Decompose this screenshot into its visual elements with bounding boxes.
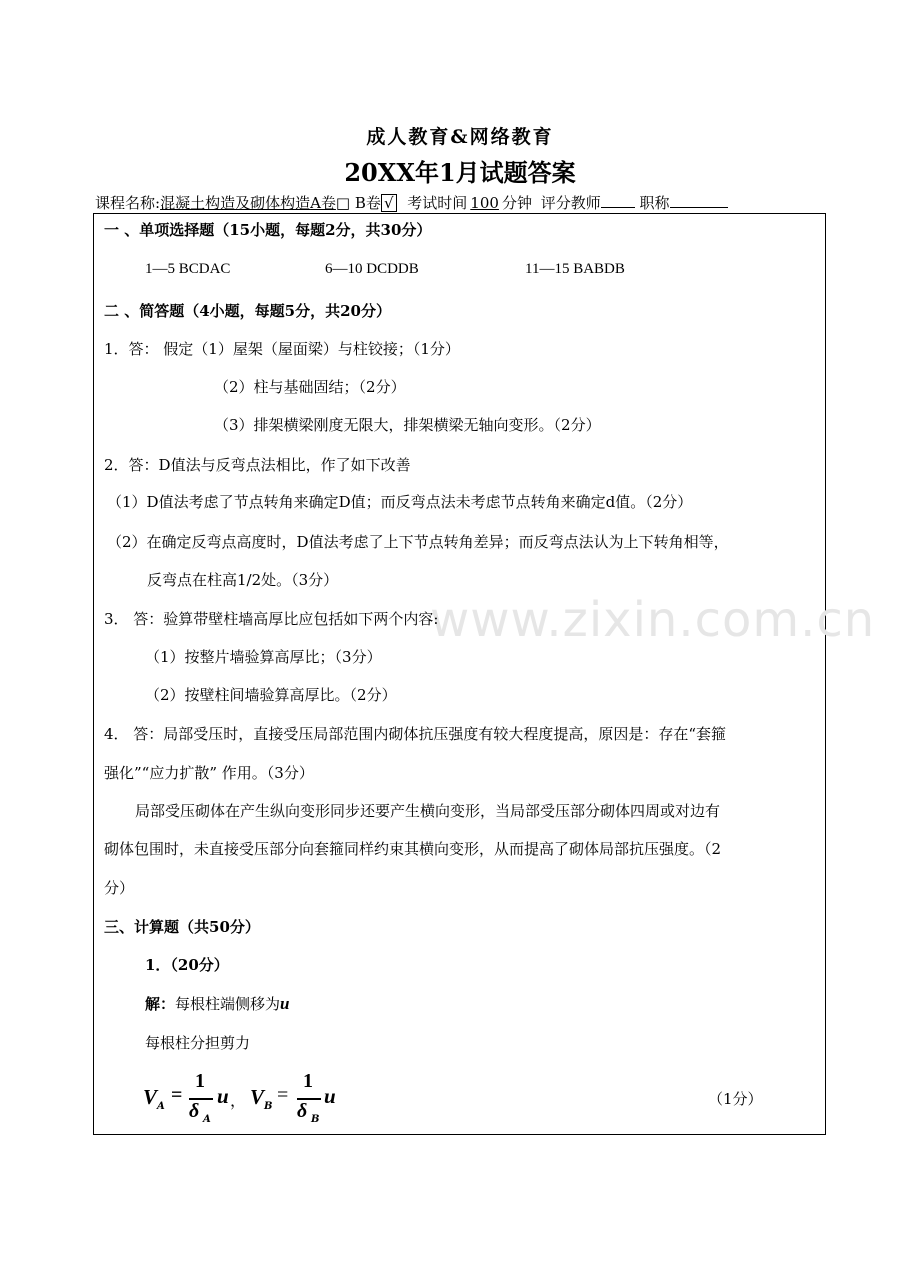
section2-title: 二 、简答题（4小题，每题5分，共20分） <box>104 302 391 320</box>
paper-a-checkbox: □ <box>335 194 351 212</box>
exam-time-value: 100 <box>470 194 499 212</box>
section3-title: 三、计算题（共50分） <box>104 918 260 936</box>
paper-b-checkbox: √ <box>381 194 397 212</box>
course-name: 混凝土构造及砌体构造 <box>160 194 311 212</box>
job-title-label: 职称 <box>639 194 670 212</box>
watermark: www.zixin.com.cn <box>430 592 876 648</box>
q4-line-4: 砌体包围时，未直接受压部分向套箍同样约束其横向变形，从而提高了砌体局部抗压强度。（2 <box>104 840 722 858</box>
exam-time-label: 考试时间 <box>407 194 468 212</box>
calc1-score: （1分） <box>708 1090 763 1108</box>
paper-b-suffix: 卷 <box>365 194 381 212</box>
job-title-blank <box>670 193 728 208</box>
section1-answer-3: 11—15 BABDB <box>525 261 625 277</box>
q2-line-4: 反弯点在柱高1/2处。（3分） <box>147 571 339 589</box>
paper-b-label: B <box>354 194 366 212</box>
header-title-institution: 成人教育&网络教育 <box>366 126 554 148</box>
formula-den-1: δ <box>189 1100 200 1122</box>
section1-answer-1: 1—5 BCDAC <box>145 261 231 277</box>
formula-num-1: 1 <box>195 1070 205 1092</box>
formula-vb-sub: B <box>264 1101 273 1112</box>
q2-line-2: （1）D值法考虑了节点转角来确定D值；而反弯点法未考虑节点转角来确定d值。（2分） <box>107 493 693 511</box>
q3-line-2: （1）按整片墙验算高厚比；（3分） <box>145 648 382 666</box>
q4-line-2: 强化”“应力扩散” 作用。（3分） <box>104 764 314 782</box>
formula-comma: ， <box>230 1093 247 1110</box>
solution-label: 解： <box>145 995 176 1013</box>
course-label: 课程名称: <box>95 194 161 212</box>
q4-line-1: 4． 答：局部受压时，直接受压局部范围内砌体抗压强度有较大程度提高，原因是：存在“套箍 <box>104 725 726 743</box>
formula-u-2: u <box>324 1084 336 1108</box>
section1-title: 一 、单项选择题（15小题，每题2分，共30分） <box>104 221 432 239</box>
solution-text: 每根柱端侧移为 <box>175 995 281 1013</box>
q4-line-3: 局部受压砌体在产生纵向变形同步还要产生横向变形，当局部受压部分砌体四周或对边有 <box>135 802 721 820</box>
solution-variable-u: u <box>280 994 290 1013</box>
formula-equals-2: = <box>277 1084 289 1106</box>
calc1-shear-text: 每根柱分担剪力 <box>145 1034 251 1052</box>
formula-equals-1: = <box>171 1084 183 1106</box>
q3-line-3: （2）按壁柱间墙验算高厚比。（2分） <box>145 686 397 704</box>
calc1-title: 1．（20分） <box>145 956 229 974</box>
q1-line-2: （2）柱与基础固结；（2分） <box>214 378 406 396</box>
course-info-line <box>95 192 728 213</box>
q1-line-3: （3）排架横梁刚度无限大，排架横梁无轴向变形。（2分） <box>214 416 601 434</box>
formula-va: V <box>143 1085 158 1109</box>
shear-formula <box>140 1070 380 1130</box>
calc1-solution <box>145 993 290 1014</box>
formula-num-2: 1 <box>303 1070 313 1092</box>
formula-den-2-sub: B <box>311 1114 320 1125</box>
q1-line-1: 1．答： 假定（1）屋架（屋面梁）与柱铰接；（1分） <box>104 340 460 358</box>
formula-va-sub: A <box>157 1101 165 1112</box>
formula-vb: V <box>250 1085 265 1109</box>
q2-line-3: （2）在确定反弯点高度时，D值法考虑了上下节点转角差异；而反弯点法认为上下转角相等， <box>107 533 729 551</box>
q4-line-5: 分） <box>104 879 135 897</box>
section1-answer-2: 6—10 DCDDB <box>325 261 419 277</box>
paper-a-label: A卷 <box>310 194 336 212</box>
formula-den-1-sub: A <box>203 1114 211 1125</box>
grading-teacher-label: 评分教师 <box>540 194 601 212</box>
grading-teacher-blank <box>601 193 635 208</box>
exam-time-unit: 分钟 <box>501 194 532 212</box>
q2-line-1: 2．答：D值法与反弯点法相比，作了如下改善 <box>104 456 411 474</box>
formula-u-1: u <box>217 1084 229 1108</box>
q3-line-1: 3． 答：验算带壁柱墙高厚比应包括如下两个内容: <box>104 610 439 628</box>
header-title-exam: 20XX年1月试题答案 <box>344 158 576 187</box>
formula-den-2: δ <box>297 1100 308 1122</box>
